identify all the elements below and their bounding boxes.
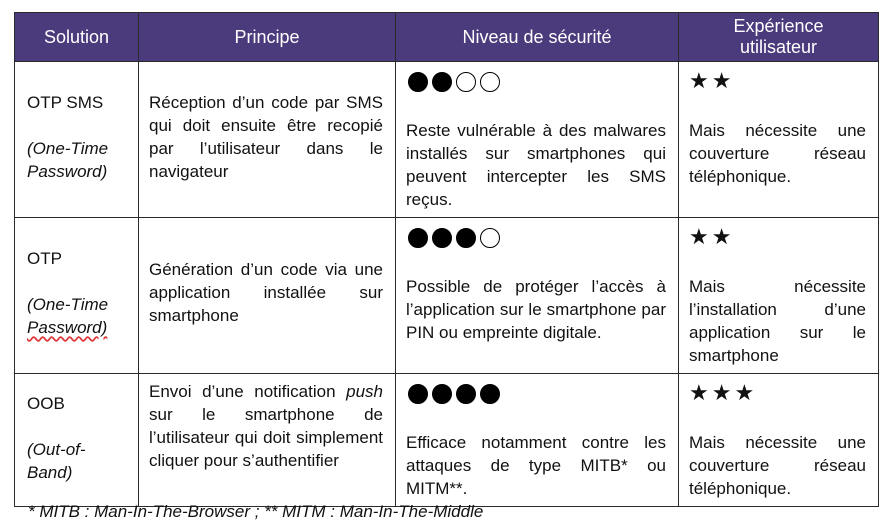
solution-cell xyxy=(15,218,139,374)
solution-name: OOB xyxy=(27,394,65,413)
security-text: Reste vulnérable à des malwares installés sur smartphones qui peuvent intercepter les SMS reçus. xyxy=(406,121,666,209)
solution-name: OTP SMS xyxy=(27,93,104,112)
filled-circle-icon xyxy=(408,384,428,404)
security-rating xyxy=(406,380,666,408)
filled-circle-icon xyxy=(408,228,428,248)
principe-text xyxy=(149,380,383,472)
security-text: Possible de protéger l’accès à l’application sur le smartphone par PIN ou empreinte digitale. xyxy=(406,277,666,342)
ux-cell xyxy=(679,374,879,507)
solution-subtitle-2: Band) xyxy=(27,463,73,482)
solution-name: OTP xyxy=(27,249,62,268)
empty-circle-icon xyxy=(456,72,476,92)
table-row xyxy=(15,374,879,507)
ux-text: Mais nécessite une couverture réseau téléphonique. xyxy=(689,433,866,498)
footnote: * MITB : Man-In-The-Browser ; ** MITM : Man-In-The-Middle xyxy=(28,502,484,521)
solution-subtitle-1: (One-Time xyxy=(27,139,109,158)
ux-cell xyxy=(679,62,879,218)
principe-cell xyxy=(139,218,396,374)
comparison-table-wrapper xyxy=(14,12,879,507)
security-cell xyxy=(396,218,679,374)
table-row xyxy=(15,218,879,374)
filled-circle-icon xyxy=(432,72,452,92)
ux-star-rating: ★★ xyxy=(689,68,735,93)
solution-subtitle-1: (Out-of- xyxy=(27,440,86,459)
ux-cell xyxy=(679,218,879,374)
principe-text-part1: Envoi d’une notification xyxy=(149,382,336,401)
solution-subtitle-2: Password) xyxy=(27,318,108,337)
filled-circle-icon xyxy=(456,228,476,248)
table-row xyxy=(15,62,879,218)
principe-text: Génération d’un code via une application installée sur smartphone xyxy=(149,260,383,325)
ux-text: Mais nécessite une couverture réseau téléphonique. xyxy=(689,121,866,186)
header-ux-line2: utilisateur xyxy=(739,37,818,57)
empty-circle-icon xyxy=(480,72,500,92)
ux-star-rating: ★★★ xyxy=(689,380,758,405)
authentication-comparison-table xyxy=(14,12,879,507)
empty-circle-icon xyxy=(480,228,500,248)
filled-circle-icon xyxy=(408,72,428,92)
principe-text-push: push xyxy=(346,382,383,401)
principe-cell xyxy=(139,374,396,507)
security-cell xyxy=(396,62,679,218)
header-ux xyxy=(679,13,879,62)
header-solution: Solution xyxy=(15,13,139,62)
header-principe: Principe xyxy=(139,13,396,62)
header-security: Niveau de sécurité xyxy=(396,13,679,62)
principe-cell xyxy=(139,62,396,218)
principe-text: Réception d’un code par SMS qui doit ensuite être recopié par l’utilisateur dans le navigateur xyxy=(149,93,383,181)
solution-subtitle-2: Password) xyxy=(27,162,108,181)
security-cell xyxy=(396,374,679,507)
filled-circle-icon xyxy=(456,384,476,404)
header-ux-line1: Expérience xyxy=(733,16,824,36)
solution-cell xyxy=(15,374,139,507)
table-header-row xyxy=(15,13,879,62)
ux-star-rating: ★★ xyxy=(689,224,735,249)
solution-cell xyxy=(15,62,139,218)
filled-circle-icon xyxy=(432,384,452,404)
solution-subtitle-1: (One-Time xyxy=(27,295,109,314)
ux-text: Mais nécessite l’installation d’une application sur le smartphone xyxy=(689,277,866,365)
principe-text-part2: sur le smartphone de l’utilisateur qui doit simplement cliquer pour s’authentifier xyxy=(149,405,383,470)
security-text: Efficace notamment contre les attaques de type MITB* ou MITM**. xyxy=(406,433,666,498)
security-rating xyxy=(406,68,666,96)
filled-circle-icon xyxy=(432,228,452,248)
filled-circle-icon xyxy=(480,384,500,404)
security-rating xyxy=(406,224,666,252)
